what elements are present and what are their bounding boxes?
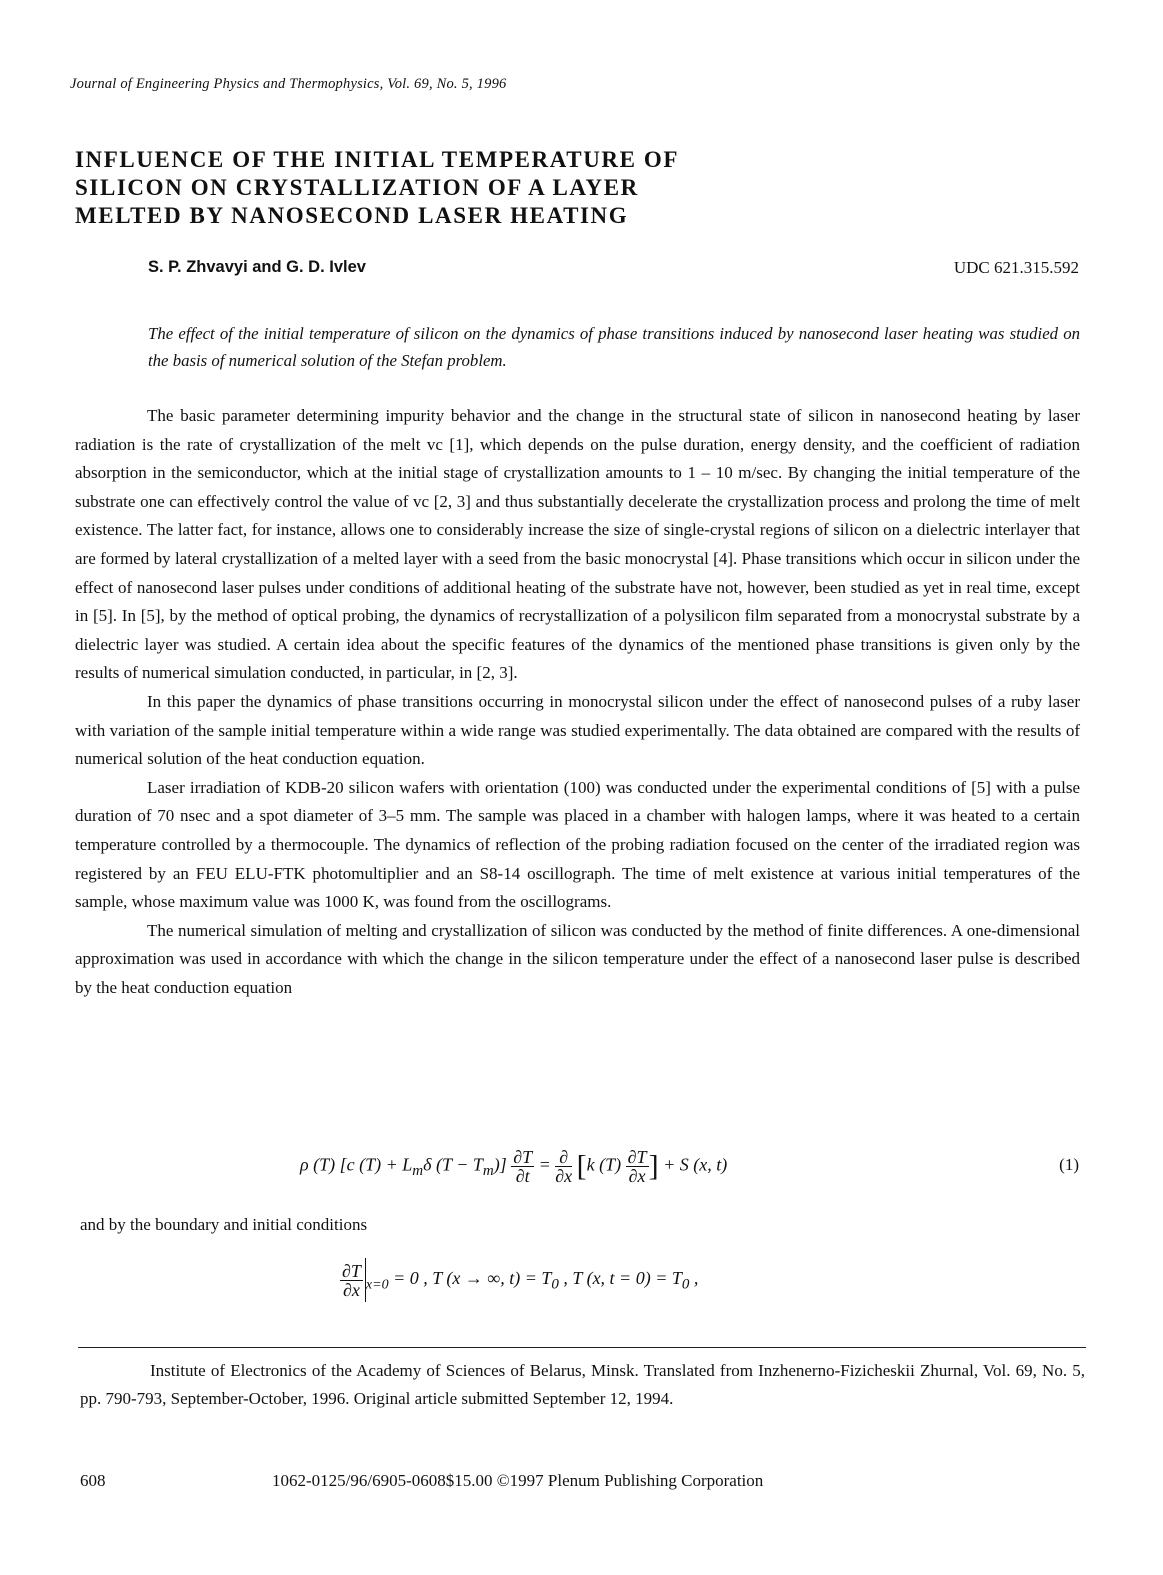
equation-number: (1) — [1059, 1155, 1079, 1174]
authors: S. P. Zhvavyi and G. D. Ivlev — [148, 258, 366, 276]
body-text — [75, 402, 1080, 1002]
paragraph: The numerical simulation of melting and crystallization of silicon was conducted by the method of finite differences. A one-dimensional approximation was used in accordance with which the change in the silicon temperature under the effect of a nanosecond laser pulse is described by the heat conduction equation — [75, 920, 1080, 997]
abstract: The effect of the initial temperature of silicon on the dynamics of phase transitions induced by nanosecond laser heating was studied on the basis of numerical solution of the Stefan problem. — [148, 324, 1080, 370]
eq1-conductivity: k (T) — [586, 1154, 622, 1175]
eq2-eval-point: x=0 — [365, 1277, 389, 1293]
title-line: MELTED BY NANOSECOND LASER HEATING — [75, 203, 629, 228]
journal-header: Journal of Engineering Physics and Thermophysics, Vol. 69, No. 5, 1996 — [70, 76, 507, 92]
title-line: SILICON ON CRYSTALLIZATION OF A LAYER — [75, 175, 639, 200]
footnote-text: Institute of Electronics of the Academy of Sciences of Belarus, Minsk. Translated from Inzhenerno-Fizicheskii Zhurnal, Vol. 69, No. 5, pp. 790-793, September-October, 1996. Original article submitted September 12, 1994. — [80, 1361, 1085, 1408]
eq1-equals: = — [538, 1154, 551, 1175]
eq2-cond1: = 0 , — [393, 1268, 428, 1289]
article-title — [75, 146, 775, 230]
eq1-lhs-mid: δ (T − T — [423, 1154, 483, 1175]
eq1-frac-time: $\frac{\partial T}{\partial t}$ — [513, 1147, 533, 1186]
equation-2: $\frac{\partial T}{\partial x}$ $_{x=0}$ = 0 , T (x → ∞, $t) = T_0$ , T (x, $t = 0) = T_0$ , — [340, 1258, 860, 1318]
eq2-cond2: T (x → ∞, t) = T — [432, 1268, 552, 1289]
eq1-lhs-sub: m — [412, 1163, 424, 1180]
eq1-lhs: ρ (T) [c (T) + L — [300, 1154, 413, 1175]
eq1-source: + S (x, t) — [663, 1154, 728, 1175]
paragraph: In this paper the dynamics of phase transitions occurring in monocrystal silicon under the effect of nanosecond pulses of a ruby laser with variation of the sample initial temperature within a wide range was studied experimentally. The data obtained are compared with the results of numerical solution of the heat conduction equation. — [75, 691, 1080, 769]
boundary-conditions-intro: and by the boundary and initial conditions — [80, 1215, 368, 1234]
eq1-frac-space: $\frac{\partial}{\partial x}$ — [555, 1147, 573, 1186]
udc-code: UDC 621.315.592 — [953, 258, 1079, 277]
paragraph: Laser irradiation of KDB-20 silicon wafers with orientation (100) was conducted under the experimental conditions of [5] with a pulse duration of 70 nsec and a spot diameter of 3–5 mm. The sample was placed in a chamber with halogen lamps, where it was heated to a certain temperature controlled by a thermocouple. The dynamics of reflection of the probing radiation focused on the center of the irradiated region was registered by an FEU ELU-FTK photomultiplier and an S8-14 oscillograph. The time of melt existence at various initial temperatures of the sample, whose maximum value was 1000 K, was found from the oscillograms. — [75, 777, 1080, 912]
footnote — [80, 1357, 1085, 1413]
copyright-line: 1062-0125/96/6905-0608$15.00 ©1997 Plenum Publishing Corporation — [272, 1471, 764, 1490]
eq2-cond3: T (x, t = 0) = T — [572, 1268, 682, 1289]
eq2-frac: $\frac{\partial T}{\partial x}$ — [342, 1260, 361, 1300]
title-line: INFLUENCE OF THE INITIAL TEMPERATURE OF — [75, 147, 680, 172]
eq2-cond3-sub: 0 — [681, 1276, 690, 1293]
paragraph: The basic parameter determining impurity behavior and the change in the structural state of silicon in nanosecond heating by laser radiation is the rate of crystallization of the melt vc [1], which depends on the pulse duration, energy density, and the coefficient of radiation absorption in the semiconductor, which at the initial stage of crystallization amounts to 1 – 10 m/sec. By changing the initial temperature of the substrate one can effectively control the value of vc [2, 3] and thus substantially decelerate the crystallization process and prolong the time of melt existence. The latter fact, for instance, allows one to considerably increase the size of single-crystal regions of silicon on a dielectric interlayer that are formed by lateral crystallization of a melted layer with a seed from the basic monocrystal [4]. Phase transitions which occur in silicon under the effect of nanosecond laser pulses under conditions of additional heating of the substrate have not, however, been studied as yet in real time, except in [5]. In [5], by the method of optical probing, the dynamics of recrystallization of a polysilicon film separated from a monocrystal substrate by a dielectric layer was studied. A certain idea about the specific features of the dynamics of the mentioned phase transitions is given only by the results of numerical simulation conducted, in particular, in [2, 3]. — [75, 406, 1080, 683]
eq1-frac-gradient: $\frac{\partial T}{\partial x}$ — [627, 1147, 647, 1186]
footnote-divider — [78, 1347, 1086, 1348]
equation-1: ρ (T) [c $(T) + L_m\delta$ $(T - T_m)$] $\frac{\partial T}{\partial t}$ = $\frac{\partial}{\partial x}$ [k (T) $\frac{\partial T}{\partial x}$ ] + S (x, t) — [300, 1147, 728, 1186]
page-number: 608 — [80, 1471, 106, 1490]
eq1-lhs-mid-sub: m — [482, 1163, 494, 1180]
eq2-cond2-sub: 0 — [551, 1276, 559, 1293]
eq1-lhs-end: )] — [493, 1154, 507, 1175]
